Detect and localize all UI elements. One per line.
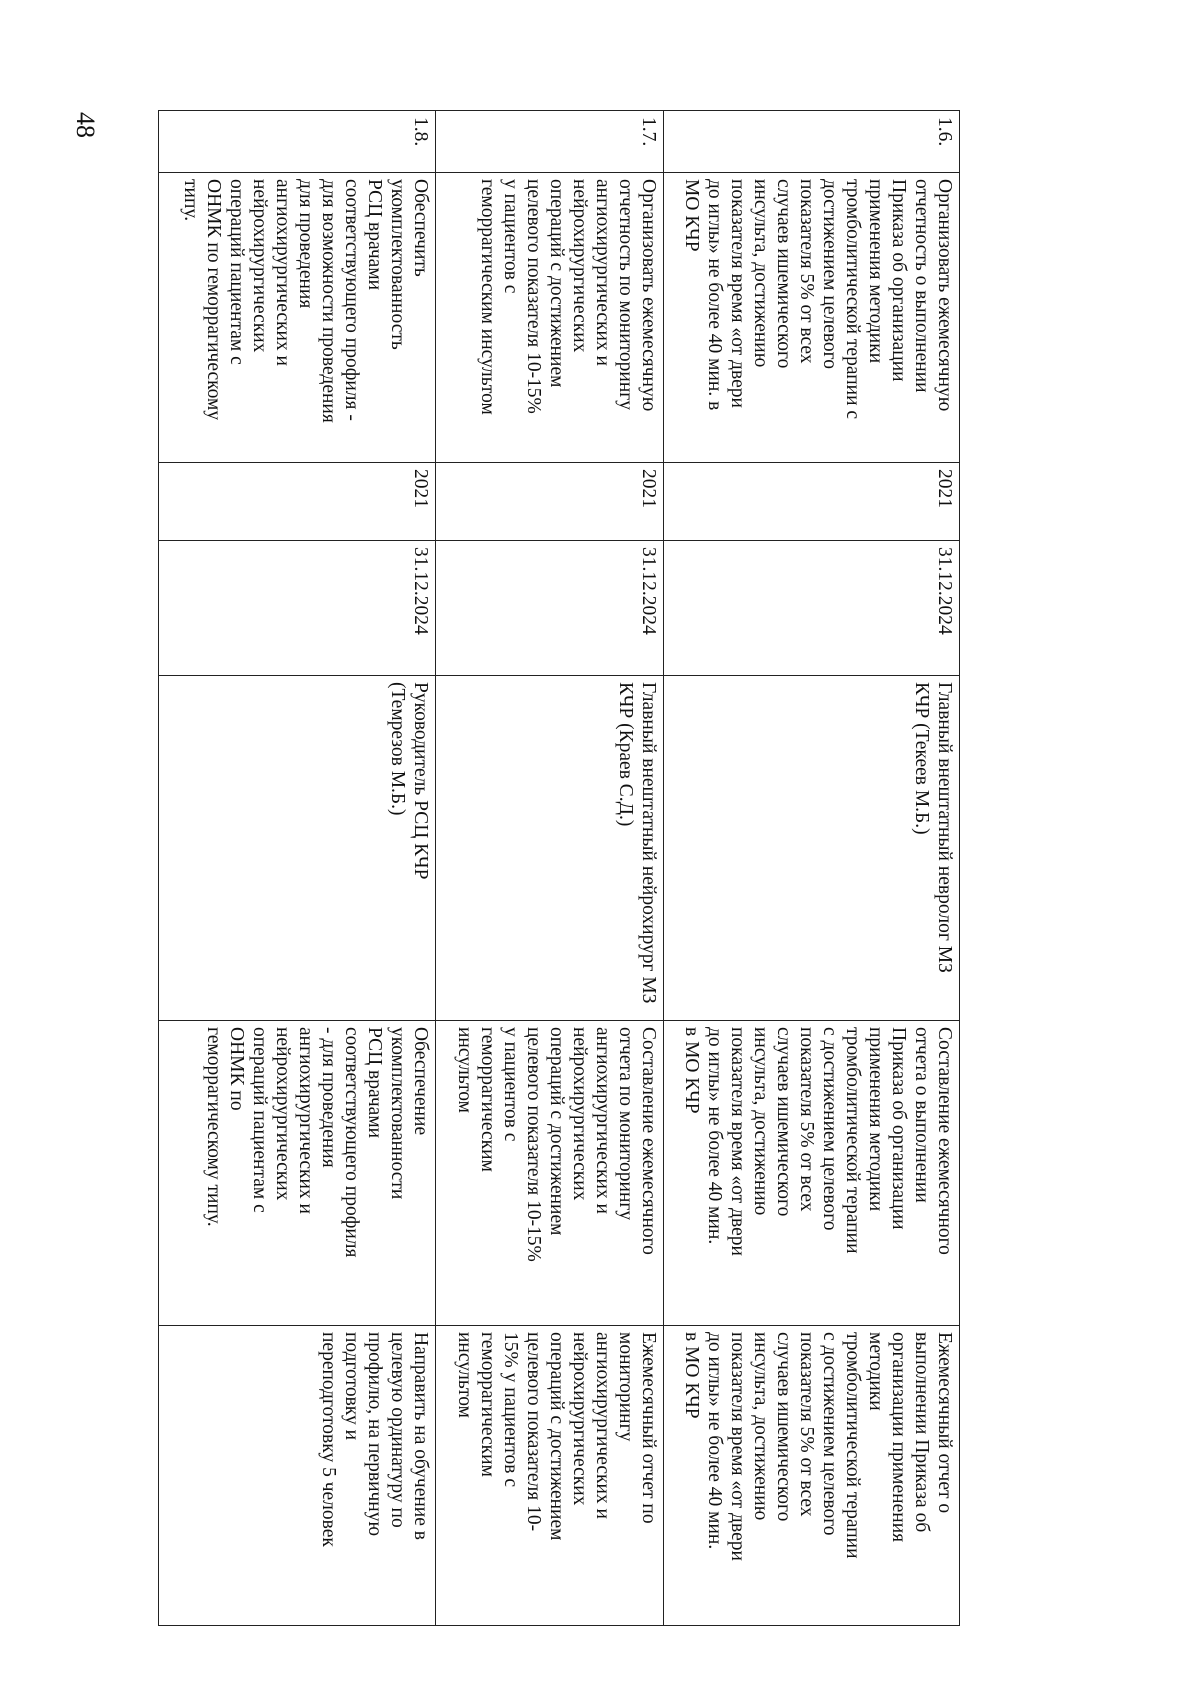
- task-cell: Обеспечить укомплектованность РСЦ врачами соответствующего профиля - для возможности проведения для проведения ангиохирургических и нейрохирургических операций пациентам с ОНМК по геморрагическому типу.: [159, 173, 436, 463]
- table-row: [159, 111, 436, 1626]
- characteristic-cell: Составление ежемесячного отчета о выполнении Приказа об организации применения методики тромболитической терапии с достижением целевого показателя 5% от всех случаев ишемического инсульта, достижению показателя время «от двери до иглы» не более 40 мин. в МО КЧР: [664, 1021, 960, 1326]
- result-cell: Ежемесячный отчет о выполнении Приказа об организации применения методики тромболитической терапии с достижением целевого показателя 5% от всех случаев ишемического инсульта, достижению показателя время «от двери до иглы» не более 40 мин. в МО КЧР: [664, 1326, 960, 1626]
- table-row: [664, 111, 960, 1626]
- end-date-cell: 31.12.2024: [436, 541, 664, 676]
- row-number: 1.7.: [436, 111, 664, 173]
- end-date-cell: 31.12.2024: [664, 541, 960, 676]
- responsible-cell: Главный внештатный невролог МЗ КЧР (Текеев М.Б.): [664, 676, 960, 1021]
- task-cell: Организовать ежемесячную отчетность по мониторингу ангиохирургических и нейрохирургических операций с достижением целевого показателя 10-15% у пациентов с геморрагическим инсультом: [436, 173, 664, 463]
- page-number: 48: [71, 112, 100, 138]
- row-number: 1.8.: [159, 111, 436, 173]
- characteristic-cell: Составление ежемесячного отчета по мониторингу ангиохирургических и нейрохирургических операций с достижением целевого показателя 10-15% у пациентов с геморрагическим инсультом: [436, 1021, 664, 1326]
- responsible-cell: Руководитель РСЦ КЧР (Темрезов М.Б.): [159, 676, 436, 1021]
- start-year-cell: 2021: [664, 463, 960, 541]
- start-year-cell: 2021: [159, 463, 436, 541]
- result-cell: Ежемесячный отчет по мониторингу ангиохирургических и нейрохирургических операций с достижением целевого показателя 10- 15% у пациентов с геморрагическим инсультом: [436, 1326, 664, 1626]
- row-number: 1.6.: [664, 111, 960, 173]
- task-cell: Организовать ежемесячную отчетность о выполнении Приказа об организации применения методики тромболитической терапии с достижением целевого показателя 5% от всех случаев ишемического инсульта, достижению показателя время «от двери до иглы» не более 40 мин. в МО КЧР: [664, 173, 960, 463]
- action-plan-table: [158, 110, 960, 1626]
- responsible-cell: Главный внештатный нейрохирург МЗ КЧР (Краев С.Д.): [436, 676, 664, 1021]
- characteristic-cell: Обеспечение укомплектованности РСЦ врачами соответствующего профиля - для проведения ангиохирургических и нейрохирургических операций пациентам с ОНМК по геморрагическому типу.: [159, 1021, 436, 1326]
- start-year-cell: 2021: [436, 463, 664, 541]
- result-cell: Направить на обучение в целевую ординатуру по профилю, на первичную подготовку и переподготовку 5 человек: [159, 1326, 436, 1626]
- end-date-cell: 31.12.2024: [159, 541, 436, 676]
- table-row: [436, 111, 664, 1626]
- rotated-table-wrapper: [120, 110, 960, 1625]
